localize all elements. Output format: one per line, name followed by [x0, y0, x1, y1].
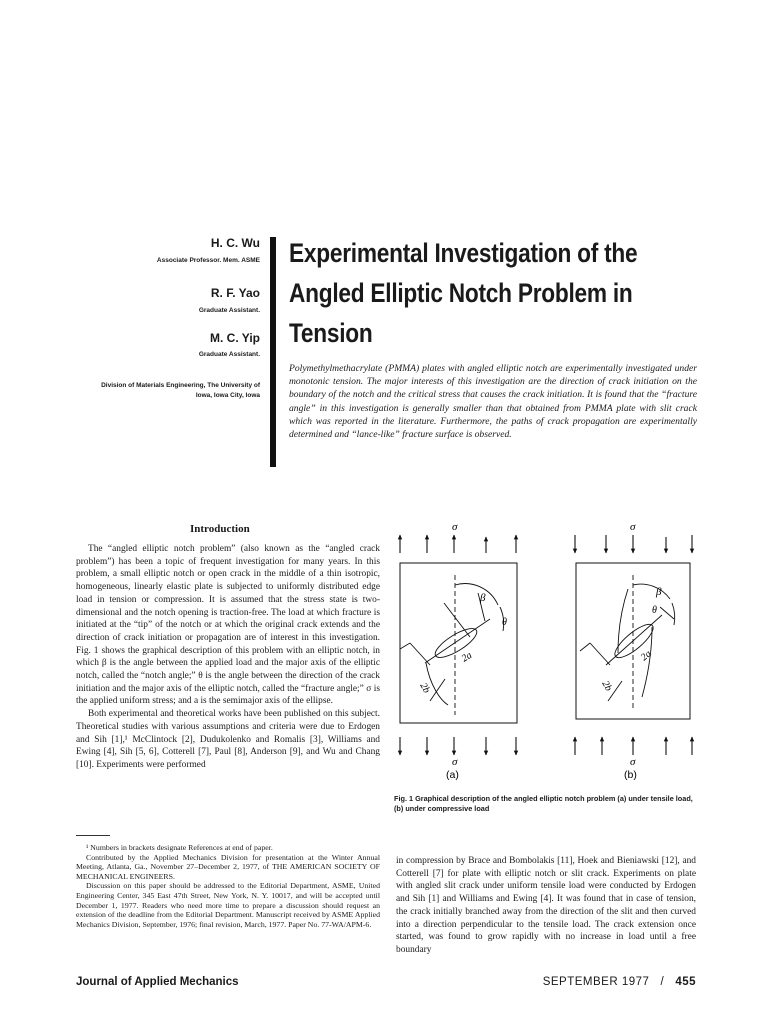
title-rule	[270, 237, 276, 467]
tensile-arrows-bottom	[400, 737, 516, 755]
title-line: Experimental Investigation of the	[289, 238, 638, 268]
author-name: M. C. Yip	[209, 331, 260, 345]
author-role: Graduate Assistant.	[198, 307, 260, 314]
panel-b	[575, 521, 692, 781]
theta-label: θ	[652, 605, 657, 616]
two-b-label: 2b	[599, 679, 614, 694]
journal-name: Journal of Applied Mechanics	[76, 976, 239, 988]
right-column	[396, 855, 696, 957]
footnote: Discussion on this paper should be addressed to the Editorial Department, ASME, United Engineering Center, 345 East 47th Street, New York, N. Y. 10017, and will be accepted until December 1, 1977. Readers who need more time to prepare a discussion should request an extension of the deadline from the Editorial Department. Manuscript received by ASME Applied Mechanics Division, September, 1976; final revision, March, 1977. Paper No. 77-WA/APM-6.	[76, 881, 380, 929]
compressive-arrows-top	[575, 535, 692, 553]
author-name: R. F. Yao	[210, 286, 260, 300]
affiliation-line: Iowa, Iowa City, Iowa	[195, 392, 260, 399]
separator: /	[660, 976, 665, 988]
title-line: Angled Elliptic Notch Problem in	[289, 278, 633, 308]
panel-label-b: (b)	[624, 769, 637, 781]
panel-label-a: (a)	[446, 769, 459, 781]
page-number: 455	[675, 976, 696, 988]
panel-a	[400, 521, 517, 781]
affiliation	[40, 381, 260, 401]
author-role: Graduate Assistant.	[198, 351, 260, 358]
two-b-label: 2b	[417, 681, 432, 696]
compressive-arrows-bottom	[575, 737, 692, 755]
sigma-label: σ	[630, 521, 636, 533]
paper-title	[289, 233, 659, 353]
sigma-label: σ	[452, 756, 458, 768]
author-name: H. C. Wu	[210, 236, 260, 250]
issue-date: SEPTEMBER 1977	[542, 976, 650, 988]
title-line: Tension	[289, 318, 373, 348]
footnote-rule	[76, 835, 110, 836]
paragraph: Both experimental and theoretical works have been published on this subject. Theoretical studies with various assumptions and criteria were due to Erdogen and Sih [1],¹ McClintock [2], Dudukolenko and Romalis [3], Williams and Ewing [4], Sih [5, 6], Cotterell [7], Paul [8], Anderson [9], and Wu and Chang [10]. Experiments were performed	[76, 709, 380, 770]
figure-1	[390, 515, 708, 787]
two-a-label: 2a	[459, 649, 475, 665]
abstract: Polymethylmethacrylate (PMMA) plates with angled elliptic notch are experimentally investigated under monotonic tension. The major interests of this investigation are the direction of crack initiation on the boundary of the notch and the critical stress that causes the crack initiation. It is found that the “fracture angle” in this investigation is generally smaller than that obtained from PMMA plate with slit crack which was reported in the literature. Furthermore, the paths of crack propagation are experimentally determined and “lance-like” fracture surface is observed.	[289, 363, 697, 441]
footnote: Contributed by the Applied Mechanics Division for presentation at the Winter Annual Meeting, Atlanta, Ga., November 27–December 2, 1977, of THE AMERICAN SOCIETY OF MECHANICAL ENGINEERS.	[76, 852, 380, 881]
page-info	[520, 976, 696, 988]
two-a-label: 2a	[638, 648, 654, 664]
left-column	[76, 543, 380, 772]
footnotes	[76, 843, 380, 929]
section-heading: Introduction	[190, 523, 250, 535]
footnote: ¹ Numbers in brackets designate References at end of paper.	[86, 843, 273, 852]
tensile-arrows-top	[400, 535, 516, 553]
theta-label: θ	[502, 617, 507, 628]
plate-outline	[400, 563, 517, 723]
sigma-label: σ	[630, 756, 636, 768]
paragraph: The “angled elliptic notch problem” (also known as the “angled crack problem”) has been a topic of frequent investigation for many years. In this problem, a small elliptic notch or open crack in the middle of a thin isotropic, homogeneous, linearly elastic plate is subjected to uniformly distributed edge load in tension or compression. It is assumed that the stress state is two-dimensional and the notch opening is traction-free. The load at which fracture is initiated at the “tip” of the notch or at which the original crack extends and the direction of crack initiation or propagation are of interest in this investigation. Fig. 1 shows the graphical description of this problem with an elliptic notch, in which β is the angle between the applied load and the major axis of the elliptic notch, called the “notch angle;” θ is the angle between the direction of the crack initiation and the major axis of the elliptic notch, called the “fracture angle;” σ is the applied uniform stress; and a is the semimajor axis of the ellipse.	[76, 544, 380, 707]
author-role: Associate Professor. Mem. ASME	[156, 257, 260, 264]
affiliation-line: Division of Materials Engineering, The University of	[101, 382, 260, 389]
beta-label: β	[480, 592, 486, 604]
notch-geometry	[400, 575, 504, 715]
figure-caption: Fig. 1 Graphical description of the angled elliptic notch problem (a) under tensile load, (b) under compressive load	[394, 794, 693, 813]
paragraph: in compression by Brace and Bombolakis [11], Hoek and Bieniawski [12], and Cotterell [7] for plate with elliptic notch or slit crack. Experiments on plate with angled slit crack under uniform tensile load were conducted by Erdogen and Sih [1] and Williams and Ewing [4]. It was found that in case of tension, the crack initially branched away from the direction of the slit and then curved into a direction perpendicular to the tensile load. The crack extension once started, was found to grow rapidly with no increase in load until a free boundary	[396, 856, 696, 955]
sigma-label: σ	[452, 521, 458, 533]
beta-label: β	[656, 586, 662, 598]
